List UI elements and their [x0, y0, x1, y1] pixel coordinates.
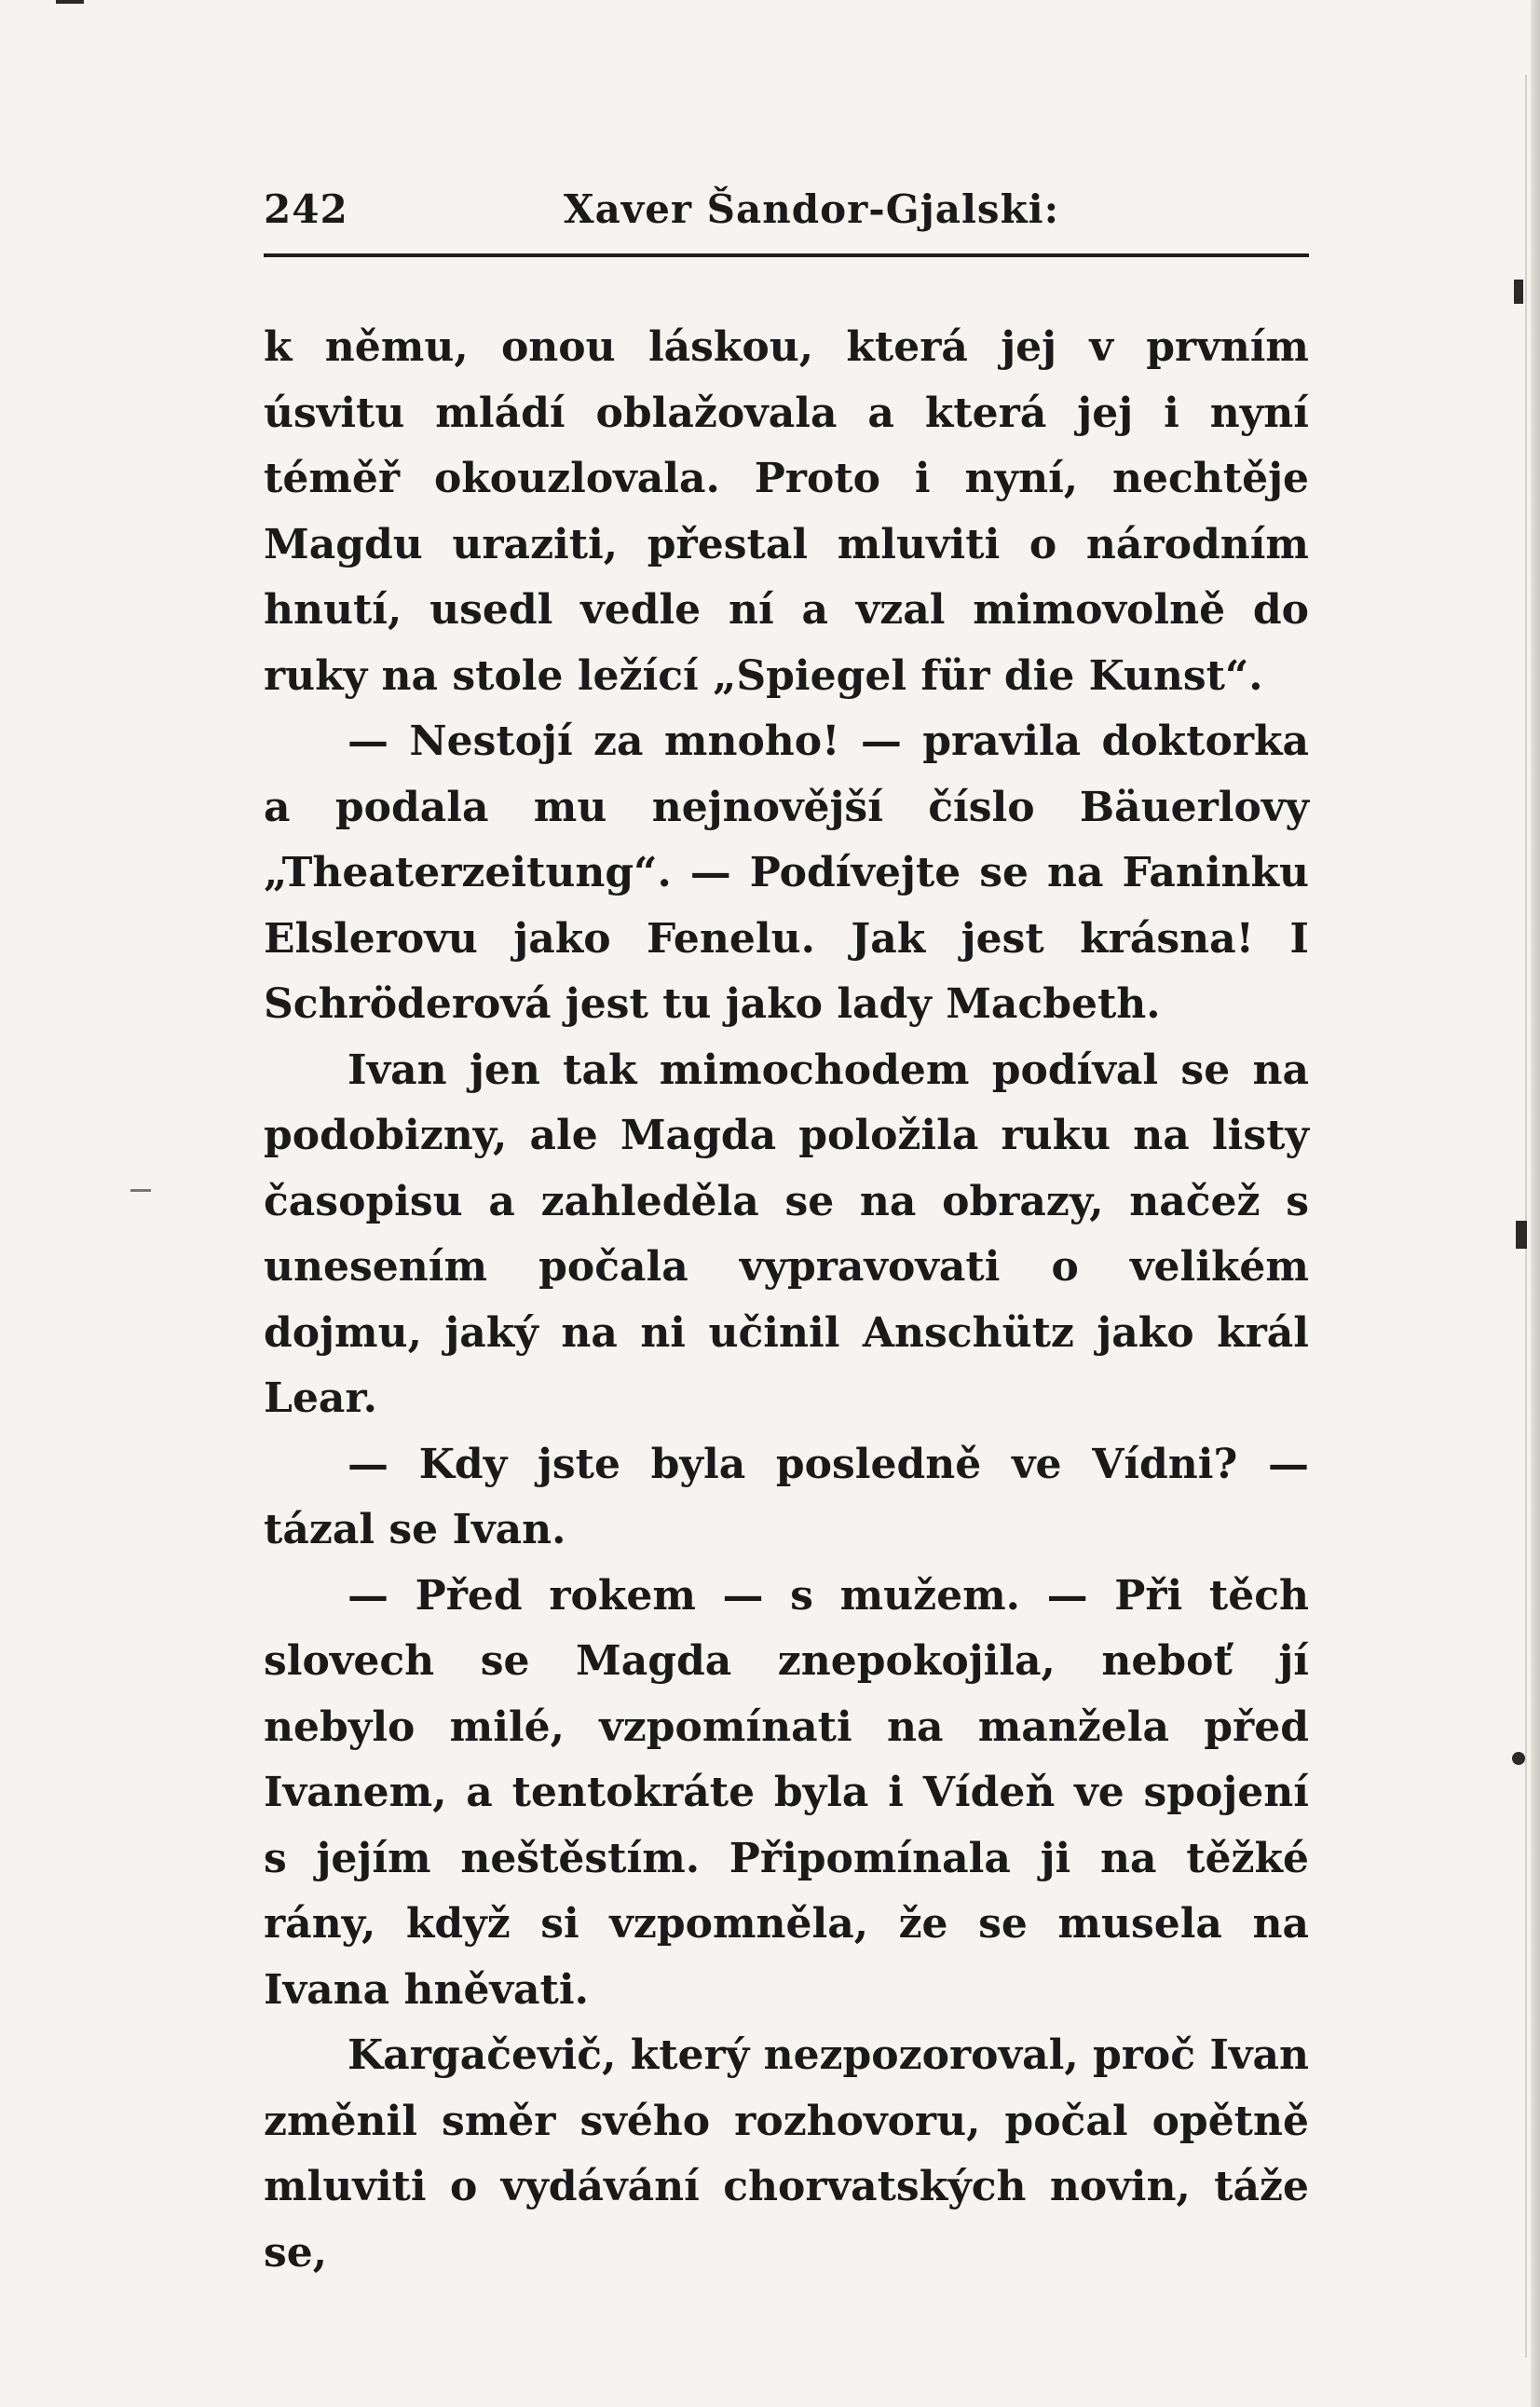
paragraph: Kargačevič, který nezpozoroval, proč Ivan změnil směr svého rozhovoru, počal opětně mluviti o vydávání chorvatských novin, táže se, [264, 2031, 1310, 2277]
page-edge-shadow [1531, 0, 1540, 2407]
scan-artifact [1514, 280, 1523, 304]
body-text [264, 315, 1309, 2286]
paragraph: k němu, onou láskou, která jej v prvním úsvitu mládí oblažovala a která jej i nyní téměř okouzlovala. Proto i nyní, nechtěje Magdu uraziti, přestal mluviti o národním hnutí, usedl vedle ní a vzal mimovolně do ruky na stole ležící „Spiegel für die Kunst“. [264, 323, 1309, 700]
scan-artifact [1516, 1221, 1527, 1249]
paragraph: — Nestojí za mnoho! — pravila doktorka a podala mu nejnovější číslo Bäuerlovy „Theaterzeitung“. — Podívejte se na Faninku Elslerovu jako Fenelu. Jak jest krásna! I Schröderová jest tu jako lady Macbeth. [264, 718, 1309, 1028]
page-header [264, 186, 1307, 242]
scan-artifact [56, 0, 84, 4]
page-number: 242 [264, 186, 348, 232]
scan-artifact [130, 1189, 151, 1192]
scan-artifact [1512, 1752, 1525, 1765]
paragraph: — Kdy jste byla posledně ve Vídni? — tázal se Ivan. [264, 1440, 1309, 1553]
paragraph: — Před rokem — s mužem. — Při těch slovech se Magda znepokojila, neboť jí nebylo milé, vzpomínati na manžela před Ivanem, a tentokráte byla i Vídeň ve spojení s jejím neštěstím. Připomínala ji na těžké rány, když si vzpomněla, že se musela na Ivana hněvati. [264, 1571, 1309, 2014]
header-rule [264, 253, 1309, 257]
page-edge-line [1525, 75, 1527, 2358]
paragraph: Ivan jen tak mimochodem podíval se na podobizny, ale Magda položila ruku na listy časopisu a zahleděla se na obrazy, načež s unesením počala vypravovati o velikém dojmu, jaký na ni učinil Anschütz jako král Lear. [264, 1046, 1309, 1422]
running-head: Xaver Šandor-Gjalski: [564, 186, 1060, 232]
